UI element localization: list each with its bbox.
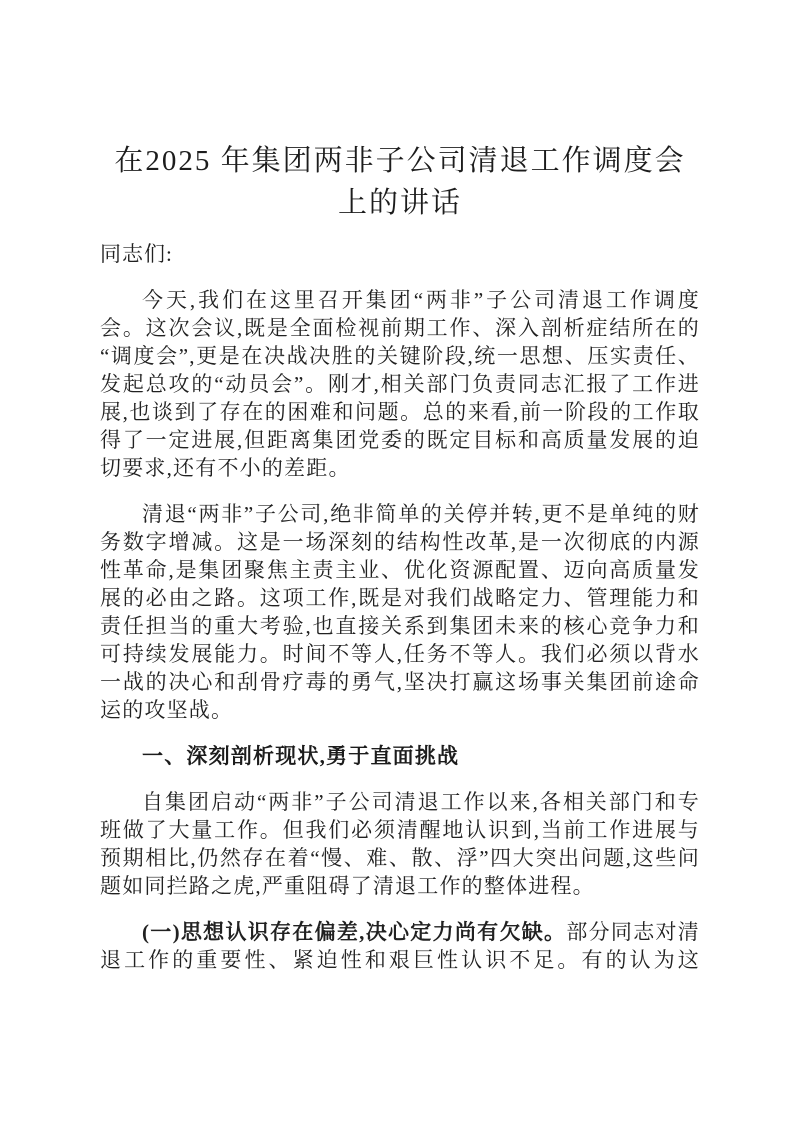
paragraph-section-1-intro: 自集团启动“两非”子公司清退工作以来,各相关部门和专班做了大量工作。但我们必须清醒地认识到,当前工作进展与预期相比,仍然存在着“慢、难、散、浮”四大突出问题,这些问题如同拦路之虎,严重阻碍了清退工作的整体进程。	[100, 790, 700, 898]
subpoint-1-bold-lead: (一)思想认识存在偏差,决心定力尚有欠缺。	[142, 920, 567, 944]
section-1-heading: 一、深刻剖析现状,勇于直面挑战	[142, 744, 460, 768]
paragraph-meeting-opening: 今天,我们在这里召开集团“两非”子公司清退工作调度会。这次会议,既是全面检视前期工作、深入剖析症结所在的“调度会”,更是在决战决胜的关键阶段,统一思想、压实责任、发起总攻的“动员会”。刚才,相关部门负责同志汇报了工作进展,也谈到了存在的困难和问题。总的来看,前一阶段的工作取得了一定进展,但距离集团党委的既定目标和高质量发展的迫切要求,还有不小的差距。	[100, 288, 700, 480]
salutation: 同志们:	[100, 242, 173, 266]
paragraph-subpoint-1	[100, 918, 700, 974]
subpoint-1-body-text: 部分同志对清退工作的重要性、紧迫性和艰巨性认识不足。有的认为这	[100, 920, 700, 972]
document-title: 在2025 年集团两非子公司清退工作调度会上的讲话	[114, 145, 686, 219]
paragraph-significance: 清退“两非”子公司,绝非简单的关停并转,更不是单纯的财务数字增减。这是一场深刻的结构性改革,是一次彻底的内源性革命,是集团聚焦主责主业、优化资源配置、迈向高质量发展的必由之路。这项工作,既是对我们战略定力、管理能力和责任担当的重大考验,也直接关系到集团未来的核心竞争力和可持续发展能力。时间不等人,任务不等人。我们必须以背水一战的决心和刮骨疗毒的勇气,坚决打赢这场事关集团前途命运的攻坚战。	[100, 502, 700, 722]
